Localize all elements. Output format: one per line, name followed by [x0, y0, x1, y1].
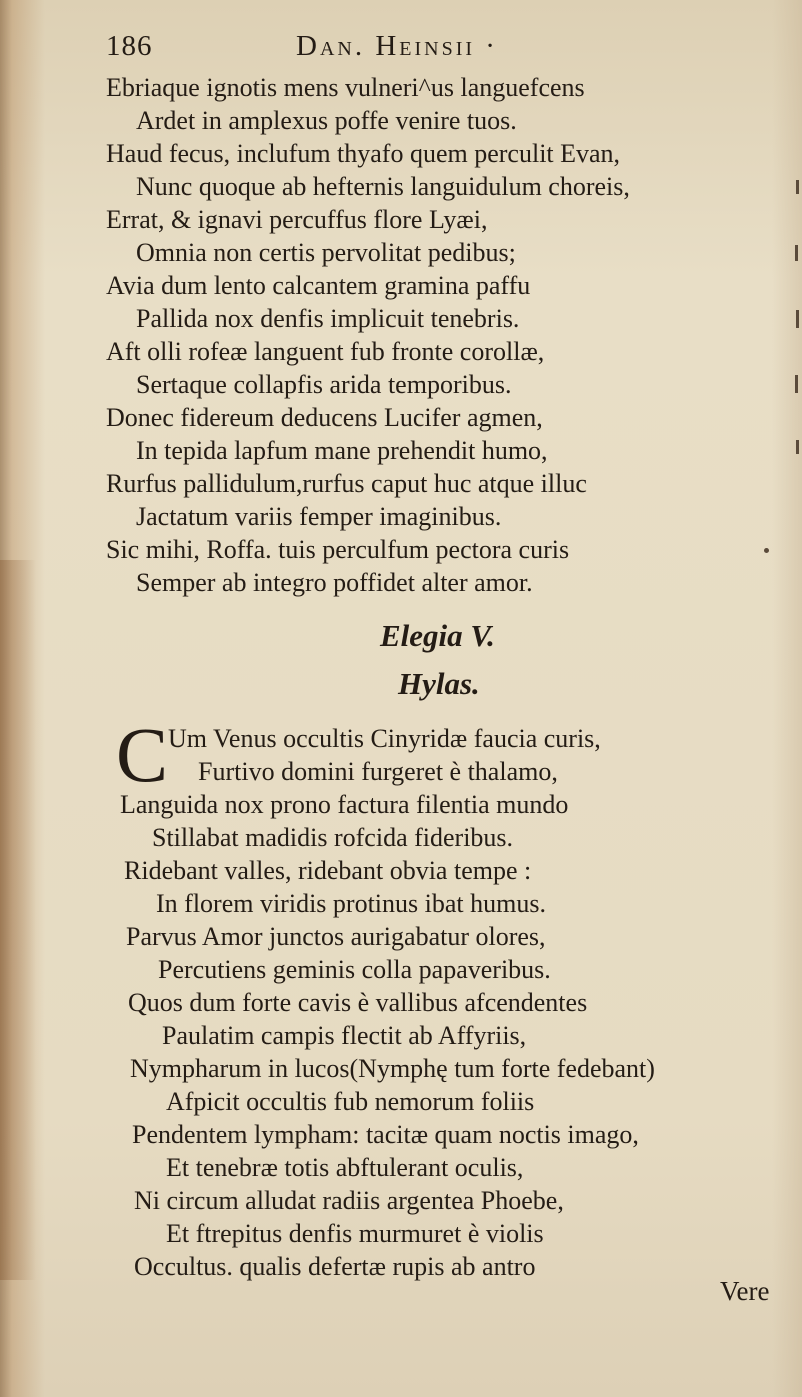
- verse-line: Parvus Amor junctos aurigabatur olores,: [126, 922, 546, 951]
- margin-mark: [795, 245, 798, 261]
- verse-line: Haud fecus, inclufum thyafo quem perculit Evan,: [106, 139, 621, 168]
- verse-line: Stillabat madidis rofcida fideribus.: [152, 823, 514, 852]
- page-number: 186: [106, 30, 153, 62]
- page-edge-stain: [0, 560, 36, 1280]
- verse-line: Ni circum alludat radiis argentea Phoebe,: [134, 1186, 564, 1215]
- verse-line: Percutiens geminis colla papaveribus.: [158, 955, 551, 984]
- ink-dot: [764, 548, 769, 553]
- verse-line: Pendentem lympham: tacitæ quam noctis imago,: [132, 1120, 639, 1149]
- verse-line: Ebriaque ignotis mens vulneri^us languefcens: [106, 73, 585, 102]
- catchword: Vere: [720, 1276, 770, 1306]
- verse-line: Aft olli rofeæ languent fub fronte corollæ,: [106, 337, 545, 366]
- verse-line: Languida nox prono factura filentia mundo: [120, 790, 569, 819]
- margin-mark: [796, 180, 799, 194]
- elegy-subtitle: Hylas.: [398, 666, 480, 701]
- elegy-title: Elegia V.: [380, 618, 495, 653]
- verse-line: Pallida nox denfis implicuit tenebris.: [136, 304, 520, 333]
- verse-line: Sertaque collapfis arida temporibus.: [136, 370, 512, 399]
- drop-cap: C: [116, 711, 169, 798]
- verse-line: Omnia non certis pervolitat pedibus;: [136, 238, 516, 267]
- verse-line: Donec fidereum deducens Lucifer agmen,: [106, 403, 543, 432]
- verse-line: Rurfus pallidulum,rurfus caput huc atque illuc: [106, 469, 587, 498]
- verse-line: Afpicit occultis fub nemorum foliis: [166, 1087, 535, 1116]
- verse-line: Um Venus occultis Cinyridæ faucia curis,: [168, 724, 601, 753]
- margin-mark: [795, 375, 798, 393]
- margin-mark: [796, 310, 799, 328]
- running-title: Dan. Heinsii ·: [296, 30, 498, 62]
- verse-line: In florem viridis protinus ibat humus.: [156, 889, 546, 918]
- verse-line: Occultus. qualis defertæ rupis ab antro: [134, 1252, 536, 1281]
- margin-mark: [796, 440, 799, 454]
- verse-line: Et ftrepitus denfis murmuret è violis: [166, 1219, 544, 1248]
- verse-line: Et tenebræ totis abftulerant oculis,: [166, 1153, 524, 1182]
- verse-line: Jactatum variis femper imaginibus.: [136, 502, 502, 531]
- verse-line: Quos dum forte cavis è vallibus afcendentes: [128, 988, 588, 1017]
- verse-line: Errat, & ignavi percuffus flore Lyæi,: [106, 205, 488, 234]
- verse-line: Avia dum lento calcantem gramina paffu: [106, 271, 531, 300]
- verse-line: Nympharum in lucos(Nymphę tum forte fedebant): [130, 1054, 655, 1083]
- verse-line: Furtivo domini furgeret è thalamo,: [198, 757, 558, 786]
- verse-line: Semper ab integro poffidet alter amor.: [136, 568, 533, 597]
- verse-line: Ardet in amplexus poffe venire tuos.: [136, 106, 517, 135]
- verse-line: Paulatim campis flectit ab Affyriis,: [162, 1021, 527, 1050]
- verse-line: Ridebant valles, ridebant obvia tempe :: [124, 856, 532, 885]
- verse-line: Sic mihi, Roffa. tuis perculfum pectora curis: [106, 535, 570, 564]
- verse-line: Nunc quoque ab hefternis languidulum choreis,: [136, 172, 630, 201]
- verse-line: In tepida lapfum mane prehendit humo,: [136, 436, 548, 465]
